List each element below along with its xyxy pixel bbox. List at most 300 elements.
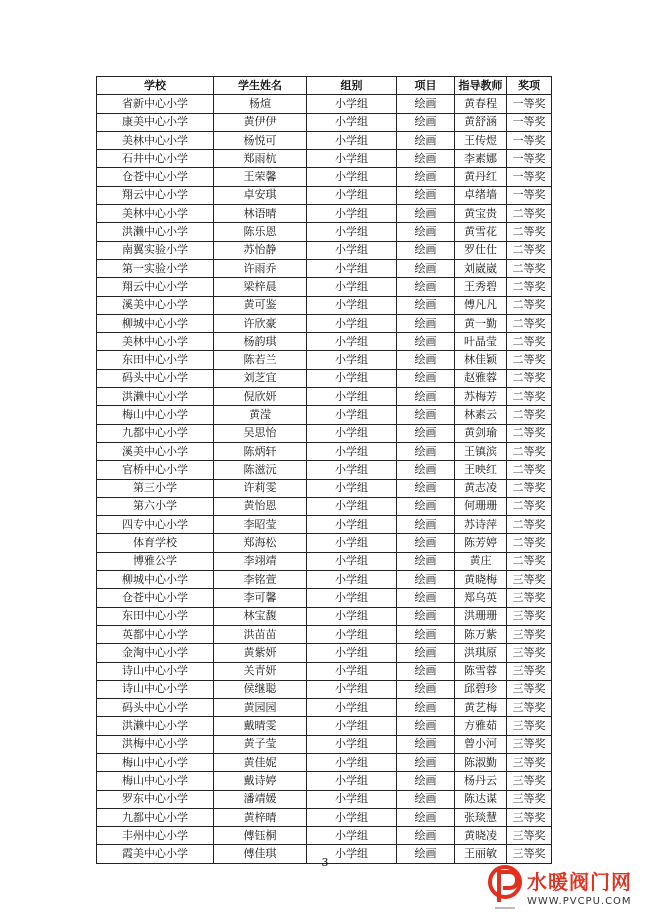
cell-award: 二等奖: [507, 388, 552, 406]
cell-award: 二等奖: [507, 516, 552, 534]
cell-project: 绘画: [397, 223, 455, 241]
cell-school: 仓苍中心小学: [97, 168, 214, 186]
watermark-brand: 水暖阀门网: [527, 870, 632, 894]
cell-award: 三等奖: [507, 680, 552, 698]
table-row: [97, 479, 552, 497]
table-row: [97, 571, 552, 589]
cell-school: 洪梅中心小学: [97, 735, 214, 753]
cell-teacher: 洪琪原: [455, 644, 507, 662]
cell-award: 二等奖: [507, 205, 552, 223]
cell-teacher: 傅凡凡: [455, 296, 507, 314]
cell-school: 第三小学: [97, 479, 214, 497]
table-row: [97, 497, 552, 515]
cell-group: 小学组: [307, 571, 397, 589]
table-row: [97, 113, 552, 131]
cell-group: 小学组: [307, 717, 397, 735]
cell-student-name: 李铭萱: [214, 571, 307, 589]
cell-school: 罗东中心小学: [97, 790, 214, 808]
cell-student-name: 吴思怡: [214, 424, 307, 442]
cell-student-name: 洪苗苗: [214, 625, 307, 643]
cell-teacher: 李素娜: [455, 150, 507, 168]
cell-student-name: 郑海松: [214, 534, 307, 552]
table-row: [97, 205, 552, 223]
cell-school: 溪美中心小学: [97, 442, 214, 460]
cell-school: 体育学校: [97, 534, 214, 552]
cell-school: 第一实验小学: [97, 259, 214, 277]
cell-teacher: 杨丹云: [455, 772, 507, 790]
cell-student-name: 卓安琪: [214, 186, 307, 204]
header-project: 项目: [397, 77, 455, 95]
table-row: [97, 644, 552, 662]
cell-group: 小学组: [307, 168, 397, 186]
cell-award: 三等奖: [507, 625, 552, 643]
cell-teacher: 黄舒涵: [455, 113, 507, 131]
cell-school: 省新中心小学: [97, 95, 214, 113]
cell-teacher: 黄志凌: [455, 479, 507, 497]
cell-school: 美林中心小学: [97, 333, 214, 351]
cell-teacher: 苏诗萍: [455, 516, 507, 534]
cell-award: 一等奖: [507, 95, 552, 113]
cell-teacher: 黄艺梅: [455, 699, 507, 717]
cell-project: 绘画: [397, 753, 455, 771]
cell-teacher: 黄春程: [455, 95, 507, 113]
cell-award: 二等奖: [507, 278, 552, 296]
table-row: [97, 406, 552, 424]
cell-teacher: 黄雪花: [455, 223, 507, 241]
table-row: [97, 131, 552, 149]
cell-teacher: 方雅茹: [455, 717, 507, 735]
cell-award: 三等奖: [507, 845, 552, 863]
cell-school: 官桥中心小学: [97, 461, 214, 479]
cell-school: 诗山中心小学: [97, 662, 214, 680]
cell-project: 绘画: [397, 205, 455, 223]
cell-student-name: 黄伊伊: [214, 113, 307, 131]
cell-project: 绘画: [397, 259, 455, 277]
table-row: [97, 223, 552, 241]
cell-project: 绘画: [397, 735, 455, 753]
cell-teacher: 郑乌英: [455, 589, 507, 607]
cell-school: 溪美中心小学: [97, 296, 214, 314]
cell-teacher: 张琰慧: [455, 808, 507, 826]
cell-school: 码头中心小学: [97, 699, 214, 717]
cell-group: 小学组: [307, 406, 397, 424]
cell-teacher: 陈雪蓉: [455, 662, 507, 680]
cell-student-name: 黄紫妍: [214, 644, 307, 662]
cell-teacher: 曾小河: [455, 735, 507, 753]
cell-student-name: 杨韵琪: [214, 333, 307, 351]
header-school: 学校: [97, 77, 214, 95]
cell-award: 一等奖: [507, 186, 552, 204]
cell-award: 二等奖: [507, 259, 552, 277]
cell-project: 绘画: [397, 571, 455, 589]
cell-student-name: 陈滋沅: [214, 461, 307, 479]
cell-project: 绘画: [397, 625, 455, 643]
cell-project: 绘画: [397, 589, 455, 607]
cell-student-name: 傅钰桐: [214, 827, 307, 845]
table-row: [97, 314, 552, 332]
cell-award: 三等奖: [507, 662, 552, 680]
cell-award: 二等奖: [507, 442, 552, 460]
header-group: 组别: [307, 77, 397, 95]
cell-award: 二等奖: [507, 479, 552, 497]
cell-school: 柳城中心小学: [97, 314, 214, 332]
cell-teacher: 陈达谋: [455, 790, 507, 808]
cell-student-name: 李昭莹: [214, 516, 307, 534]
cell-group: 小学组: [307, 662, 397, 680]
cell-project: 绘画: [397, 552, 455, 570]
cell-group: 小学组: [307, 186, 397, 204]
cell-award: 二等奖: [507, 314, 552, 332]
cell-student-name: 倪欣妍: [214, 388, 307, 406]
cell-group: 小学组: [307, 442, 397, 460]
cell-project: 绘画: [397, 406, 455, 424]
cell-group: 小学组: [307, 150, 397, 168]
table-row: [97, 589, 552, 607]
cell-group: 小学组: [307, 333, 397, 351]
cell-school: 丰州中心小学: [97, 827, 214, 845]
cell-school: 柳城中心小学: [97, 571, 214, 589]
cell-group: 小学组: [307, 735, 397, 753]
table-row: [97, 607, 552, 625]
cell-school: 洪濑中心小学: [97, 388, 214, 406]
cell-student-name: 王荣馨: [214, 168, 307, 186]
cell-project: 绘画: [397, 827, 455, 845]
cell-project: 绘画: [397, 699, 455, 717]
cell-project: 绘画: [397, 790, 455, 808]
cell-group: 小学组: [307, 296, 397, 314]
cell-group: 小学组: [307, 516, 397, 534]
cell-group: 小学组: [307, 259, 397, 277]
cell-teacher: 林佳颖: [455, 351, 507, 369]
cell-award: 三等奖: [507, 607, 552, 625]
cell-school: 九都中心小学: [97, 808, 214, 826]
cell-group: 小学组: [307, 607, 397, 625]
cell-school: 石井中心小学: [97, 150, 214, 168]
cell-student-name: 陈乐恩: [214, 223, 307, 241]
table-row: [97, 699, 552, 717]
cell-group: 小学组: [307, 790, 397, 808]
cell-school: 金淘中心小学: [97, 644, 214, 662]
cell-school: 梅山中心小学: [97, 753, 214, 771]
cell-project: 绘画: [397, 95, 455, 113]
cell-project: 绘画: [397, 333, 455, 351]
cell-project: 绘画: [397, 388, 455, 406]
cell-project: 绘画: [397, 131, 455, 149]
cell-group: 小学组: [307, 223, 397, 241]
cell-student-name: 梁梓晨: [214, 278, 307, 296]
cell-student-name: 戴诗婷: [214, 772, 307, 790]
cell-group: 小学组: [307, 131, 397, 149]
cell-project: 绘画: [397, 808, 455, 826]
cell-teacher: 卓绪墙: [455, 186, 507, 204]
cell-school: 九都中心小学: [97, 424, 214, 442]
cell-student-name: 黄子莹: [214, 735, 307, 753]
cell-group: 小学组: [307, 497, 397, 515]
cell-award: 一等奖: [507, 113, 552, 131]
cell-student-name: 刘芝宜: [214, 369, 307, 387]
cell-project: 绘画: [397, 644, 455, 662]
watermark-logo: [485, 858, 650, 919]
table-row: [97, 168, 552, 186]
cell-teacher: 苏梅芳: [455, 388, 507, 406]
cell-student-name: 戴晴雯: [214, 717, 307, 735]
cell-school: 东田中心小学: [97, 351, 214, 369]
header-student-name: 学生姓名: [214, 77, 307, 95]
cell-project: 绘画: [397, 772, 455, 790]
cell-school: 博雅公学: [97, 552, 214, 570]
cell-student-name: 许欣豪: [214, 314, 307, 332]
cell-school: 美林中心小学: [97, 131, 214, 149]
table-row: [97, 625, 552, 643]
cell-project: 绘画: [397, 168, 455, 186]
cell-award: 三等奖: [507, 699, 552, 717]
cell-group: 小学组: [307, 534, 397, 552]
cell-teacher: 黄庄: [455, 552, 507, 570]
table-row: [97, 552, 552, 570]
cell-student-name: 郑雨杭: [214, 150, 307, 168]
cell-teacher: 邱碧珍: [455, 680, 507, 698]
watermark-url: WWW.PVCPU.COM: [527, 896, 632, 907]
cell-project: 绘画: [397, 680, 455, 698]
table-row: [97, 753, 552, 771]
cell-student-name: 黄滢: [214, 406, 307, 424]
cell-group: 小学组: [307, 314, 397, 332]
cell-school: 诗山中心小学: [97, 680, 214, 698]
cell-teacher: 赵雅蓉: [455, 369, 507, 387]
table-row: [97, 369, 552, 387]
cell-group: 小学组: [307, 205, 397, 223]
table-row: [97, 95, 552, 113]
cell-award: 二等奖: [507, 223, 552, 241]
cell-project: 绘画: [397, 516, 455, 534]
cell-student-name: 许莉雯: [214, 479, 307, 497]
cell-project: 绘画: [397, 314, 455, 332]
cell-award: 二等奖: [507, 552, 552, 570]
cell-award: 二等奖: [507, 461, 552, 479]
cell-group: 小学组: [307, 461, 397, 479]
cell-project: 绘画: [397, 845, 455, 863]
cell-project: 绘画: [397, 662, 455, 680]
cell-award: 二等奖: [507, 351, 552, 369]
cell-group: 小学组: [307, 699, 397, 717]
cell-school: 洪濑中心小学: [97, 717, 214, 735]
cell-student-name: 黄怡恩: [214, 497, 307, 515]
cell-group: 小学组: [307, 680, 397, 698]
cell-group: 小学组: [307, 388, 397, 406]
cell-student-name: 陈若兰: [214, 351, 307, 369]
cell-teacher: 王丽敏: [455, 845, 507, 863]
cell-award: 三等奖: [507, 571, 552, 589]
cell-award: 一等奖: [507, 150, 552, 168]
cell-project: 绘画: [397, 461, 455, 479]
table-row: [97, 735, 552, 753]
table-row: [97, 790, 552, 808]
cell-award: 三等奖: [507, 827, 552, 845]
cell-school: 翔云中心小学: [97, 186, 214, 204]
table-row: [97, 442, 552, 460]
cell-teacher: 王镇滨: [455, 442, 507, 460]
cell-teacher: 陈芳婷: [455, 534, 507, 552]
cell-group: 小学组: [307, 589, 397, 607]
cell-award: 一等奖: [507, 168, 552, 186]
cell-school: 东田中心小学: [97, 607, 214, 625]
cell-school: 码头中心小学: [97, 369, 214, 387]
cell-group: 小学组: [307, 369, 397, 387]
cell-group: 小学组: [307, 753, 397, 771]
cell-school: 康美中心小学: [97, 113, 214, 131]
cell-teacher: 黄剑瑜: [455, 424, 507, 442]
cell-student-name: 侯继聪: [214, 680, 307, 698]
award-table-container: [96, 76, 551, 864]
table-row: [97, 827, 552, 845]
cell-student-name: 关青妍: [214, 662, 307, 680]
cell-group: 小学组: [307, 479, 397, 497]
cell-teacher: 黄丹红: [455, 168, 507, 186]
cell-project: 绘画: [397, 497, 455, 515]
cell-project: 绘画: [397, 607, 455, 625]
cell-project: 绘画: [397, 351, 455, 369]
cell-project: 绘画: [397, 113, 455, 131]
cell-award: 三等奖: [507, 790, 552, 808]
cell-award: 三等奖: [507, 717, 552, 735]
cell-teacher: 黄一勤: [455, 314, 507, 332]
table-row: [97, 333, 552, 351]
table-header-row: [97, 77, 552, 95]
cell-project: 绘画: [397, 717, 455, 735]
cell-teacher: 黄晓凌: [455, 827, 507, 845]
cell-teacher: 陈万紫: [455, 625, 507, 643]
cell-school: 洪濑中心小学: [97, 223, 214, 241]
cell-group: 小学组: [307, 351, 397, 369]
cell-project: 绘画: [397, 296, 455, 314]
table-row: [97, 259, 552, 277]
cell-student-name: 黄园园: [214, 699, 307, 717]
cell-student-name: 李可馨: [214, 589, 307, 607]
cell-award: 一等奖: [507, 131, 552, 149]
pipe-logo-icon: [487, 862, 523, 912]
cell-group: 小学组: [307, 424, 397, 442]
cell-group: 小学组: [307, 113, 397, 131]
cell-teacher: 陈淑勤: [455, 753, 507, 771]
cell-award: 二等奖: [507, 241, 552, 259]
table-row: [97, 278, 552, 296]
cell-award: 二等奖: [507, 296, 552, 314]
table-row: [97, 186, 552, 204]
cell-award: 三等奖: [507, 808, 552, 826]
table-row: [97, 388, 552, 406]
cell-award: 二等奖: [507, 406, 552, 424]
cell-project: 绘画: [397, 150, 455, 168]
cell-project: 绘画: [397, 186, 455, 204]
table-row: [97, 534, 552, 552]
cell-group: 小学组: [307, 808, 397, 826]
cell-group: 小学组: [307, 644, 397, 662]
cell-project: 绘画: [397, 278, 455, 296]
cell-project: 绘画: [397, 369, 455, 387]
cell-student-name: 林宝馥: [214, 607, 307, 625]
cell-teacher: 黄宝贵: [455, 205, 507, 223]
header-teacher: 指导教师: [455, 77, 507, 95]
cell-school: 英都中心小学: [97, 625, 214, 643]
cell-student-name: 黄梓晴: [214, 808, 307, 826]
table-row: [97, 516, 552, 534]
cell-student-name: 杨悦可: [214, 131, 307, 149]
cell-student-name: 傅佳琪: [214, 845, 307, 863]
cell-award: 三等奖: [507, 589, 552, 607]
table-row: [97, 296, 552, 314]
page-number: 3: [321, 856, 329, 869]
cell-student-name: 黄佳妮: [214, 753, 307, 771]
cell-student-name: 许雨乔: [214, 259, 307, 277]
cell-teacher: 洪珊珊: [455, 607, 507, 625]
cell-group: 小学组: [307, 241, 397, 259]
cell-school: 梅山中心小学: [97, 772, 214, 790]
table-row: [97, 424, 552, 442]
cell-school: 第六小学: [97, 497, 214, 515]
cell-group: 小学组: [307, 827, 397, 845]
cell-award: 二等奖: [507, 333, 552, 351]
cell-student-name: 杨煊: [214, 95, 307, 113]
cell-group: 小学组: [307, 845, 397, 863]
cell-teacher: 王映红: [455, 461, 507, 479]
cell-student-name: 黄可鉴: [214, 296, 307, 314]
cell-group: 小学组: [307, 95, 397, 113]
cell-award: 二等奖: [507, 424, 552, 442]
cell-award: 二等奖: [507, 369, 552, 387]
cell-teacher: 王秀碧: [455, 278, 507, 296]
cell-school: 四专中心小学: [97, 516, 214, 534]
cell-teacher: 罗仕仕: [455, 241, 507, 259]
cell-school: 梅山中心小学: [97, 406, 214, 424]
cell-student-name: 苏怡静: [214, 241, 307, 259]
cell-group: 小学组: [307, 772, 397, 790]
cell-school: 翔云中心小学: [97, 278, 214, 296]
cell-project: 绘画: [397, 534, 455, 552]
cell-school: 南翼实验小学: [97, 241, 214, 259]
cell-award: 三等奖: [507, 753, 552, 771]
table-row: [97, 241, 552, 259]
cell-group: 小学组: [307, 278, 397, 296]
cell-award: 三等奖: [507, 735, 552, 753]
cell-project: 绘画: [397, 442, 455, 460]
cell-student-name: 李翊靖: [214, 552, 307, 570]
cell-school: 美林中心小学: [97, 205, 214, 223]
cell-student-name: 林语晴: [214, 205, 307, 223]
cell-group: 小学组: [307, 552, 397, 570]
cell-school: 仓苍中心小学: [97, 589, 214, 607]
award-table: [96, 76, 552, 864]
cell-teacher: 林素云: [455, 406, 507, 424]
table-row: [97, 461, 552, 479]
table-row: [97, 680, 552, 698]
table-row: [97, 150, 552, 168]
cell-project: 绘画: [397, 479, 455, 497]
cell-project: 绘画: [397, 424, 455, 442]
cell-award: 二等奖: [507, 497, 552, 515]
cell-award: 二等奖: [507, 534, 552, 552]
cell-student-name: 潘靖媛: [214, 790, 307, 808]
cell-award: 三等奖: [507, 772, 552, 790]
cell-award: 三等奖: [507, 644, 552, 662]
table-row: [97, 351, 552, 369]
table-row: [97, 662, 552, 680]
cell-teacher: 何珊珊: [455, 497, 507, 515]
cell-project: 绘画: [397, 241, 455, 259]
table-row: [97, 772, 552, 790]
cell-group: 小学组: [307, 625, 397, 643]
cell-teacher: 叶晶莹: [455, 333, 507, 351]
cell-teacher: 刘崴崴: [455, 259, 507, 277]
